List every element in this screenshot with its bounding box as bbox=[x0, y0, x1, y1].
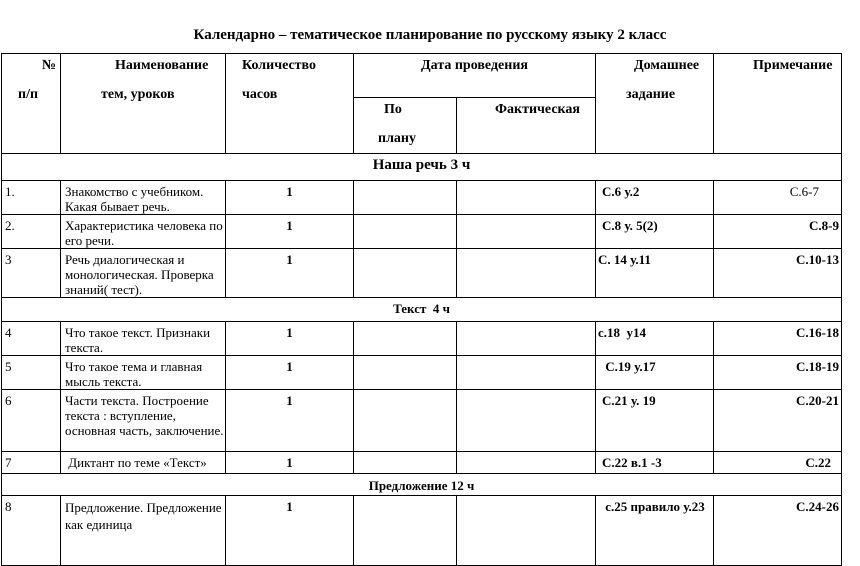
document-title: Календарно – тематическое планирование по русскому языку 2 класс bbox=[193, 27, 667, 43]
table-row bbox=[2, 181, 842, 215]
row-number: 4 bbox=[2, 322, 61, 356]
row-date-fact bbox=[457, 356, 596, 390]
row-topic: Что такое текст. Признаки текста. bbox=[61, 322, 226, 356]
row-date-plan bbox=[354, 496, 457, 566]
table-row bbox=[2, 390, 842, 452]
row-date-fact bbox=[457, 390, 596, 452]
row-note: С.24-26 bbox=[714, 496, 842, 566]
row-homework: с.18 у14 bbox=[596, 322, 714, 356]
row-hours: 1 bbox=[226, 496, 354, 566]
row-hours: 1 bbox=[226, 249, 354, 298]
table-row bbox=[2, 496, 842, 566]
row-hours: 1 bbox=[226, 452, 354, 474]
row-homework: С.19 у.17 bbox=[596, 356, 714, 390]
row-note: С.20-21 bbox=[714, 390, 842, 452]
row-hours: 1 bbox=[226, 322, 354, 356]
row-note: С.18-19 bbox=[714, 356, 842, 390]
header-date: Дата проведения bbox=[354, 54, 596, 98]
header-notes: Примечание bbox=[714, 54, 842, 154]
row-date-plan bbox=[354, 390, 457, 452]
section-header: Предложение 12 ч bbox=[2, 474, 842, 496]
header-topic-line1: Наименование bbox=[115, 58, 209, 73]
header-topic bbox=[61, 54, 226, 154]
header-topic-line2: тем, уроков bbox=[101, 87, 175, 102]
row-topic: Части текста. Построение текста : вступление, основная часть, заключение. bbox=[61, 390, 226, 452]
header-date-plan bbox=[354, 98, 457, 154]
row-hours: 1 bbox=[226, 215, 354, 249]
row-date-fact bbox=[457, 249, 596, 298]
row-homework: С.22 в.1 -3 bbox=[596, 452, 714, 474]
row-note: С.8-9 bbox=[714, 215, 842, 249]
row-homework: С.8 у. 5(2) bbox=[596, 215, 714, 249]
row-hours: 1 bbox=[226, 390, 354, 452]
row-number: 8 bbox=[2, 496, 61, 566]
row-date-fact bbox=[457, 496, 596, 566]
row-topic: Характеристика человека по его речи. bbox=[61, 215, 226, 249]
header-number-line2: п/п bbox=[18, 87, 39, 102]
row-number: 2. bbox=[2, 215, 61, 249]
row-date-plan bbox=[354, 452, 457, 474]
table-row bbox=[2, 452, 842, 474]
row-date-fact bbox=[457, 452, 596, 474]
row-topic: Диктант по теме «Текст» bbox=[61, 452, 226, 474]
row-topic: Знакомство с учебником. Какая бывает речь. bbox=[61, 181, 226, 215]
table-row bbox=[2, 356, 842, 390]
row-topic: Речь диалогическая и монологическая. Проверка знаний( тест). bbox=[61, 249, 226, 298]
section-header: Наша речь 3 ч bbox=[2, 154, 842, 181]
row-date-fact bbox=[457, 181, 596, 215]
header-hours-line2: часов bbox=[242, 87, 278, 102]
row-date-fact bbox=[457, 322, 596, 356]
row-date-plan bbox=[354, 181, 457, 215]
header-homework-line1: Домашнее bbox=[634, 58, 700, 73]
row-note: С.16-18 bbox=[714, 322, 842, 356]
table-row bbox=[2, 249, 842, 298]
header-date-plan-line1: По bbox=[384, 102, 402, 117]
row-date-plan bbox=[354, 215, 457, 249]
row-number: 7 bbox=[2, 452, 61, 474]
row-topic: Что такое тема и главная мысль текста. bbox=[61, 356, 226, 390]
row-note: С.22 bbox=[714, 452, 842, 474]
table-row bbox=[2, 215, 842, 249]
header-homework bbox=[596, 54, 714, 154]
row-homework: С. 14 у.11 bbox=[596, 249, 714, 298]
header-hours bbox=[226, 54, 354, 154]
section-header: Текст 4 ч bbox=[2, 298, 842, 322]
row-topic: Предложение. Предложение как единица bbox=[61, 496, 226, 566]
row-hours: 1 bbox=[226, 356, 354, 390]
row-hours: 1 bbox=[226, 181, 354, 215]
row-number: 1. bbox=[2, 181, 61, 215]
header-number bbox=[2, 54, 61, 154]
header-hours-line1: Количество bbox=[242, 58, 317, 73]
row-date-plan bbox=[354, 356, 457, 390]
row-date-fact bbox=[457, 215, 596, 249]
header-date-fact: Фактическая bbox=[457, 98, 596, 154]
row-number: 5 bbox=[2, 356, 61, 390]
row-homework: С.21 у. 19 bbox=[596, 390, 714, 452]
row-homework: с.25 правило у.23 bbox=[596, 496, 714, 566]
header-number-line1: № bbox=[41, 58, 56, 73]
planning-table bbox=[1, 53, 842, 566]
row-number: 6 bbox=[2, 390, 61, 452]
row-note: С.6-7 bbox=[714, 181, 842, 215]
header-date-plan-line2: плану bbox=[378, 131, 416, 146]
row-homework: С.6 у.2 bbox=[596, 181, 714, 215]
row-date-plan bbox=[354, 249, 457, 298]
row-number: 3 bbox=[2, 249, 61, 298]
header-homework-line2: задание bbox=[626, 87, 676, 102]
table-row bbox=[2, 322, 842, 356]
row-date-plan bbox=[354, 322, 457, 356]
row-note: С.10-13 bbox=[714, 249, 842, 298]
